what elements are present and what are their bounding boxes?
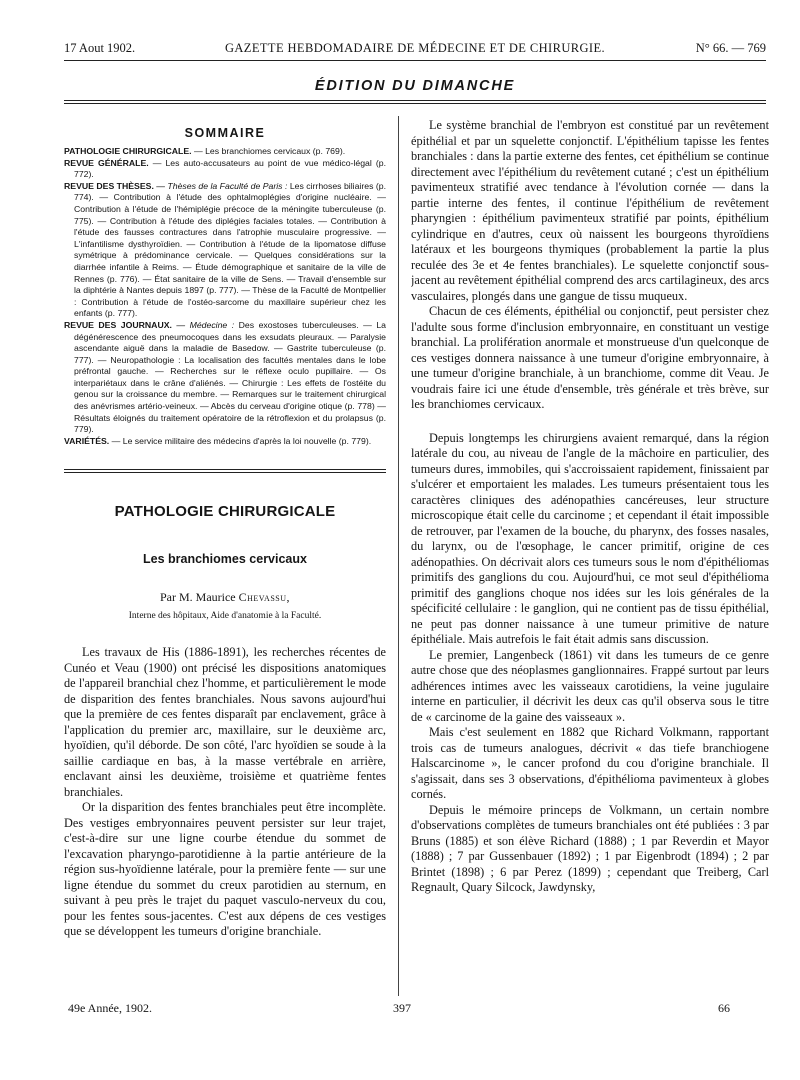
sommaire-entry-subheading: — Médecine :: [171, 319, 235, 330]
sommaire-entry: [64, 320, 386, 436]
sommaire-entry-label: REVUE DES JOURNAUX.: [64, 319, 172, 330]
edition-title: ÉDITION DU DIMANCHE: [314, 78, 516, 94]
sommaire-entry-text: Les cirrhoses biliaires (p. 774). — Contribution à l'étude des ophtalmoplégies d'origine nucléaire. — Contribution à l'étude de l'hémiplégie précoce de la méningite tuberculeuse (p. 775). — Contribution à l'étude des diplégies faciales totales. — Contribution à l'étude des fausses contractures dans l'atrophie musculaire progressive. — L'infantilisme dysthyroïdien. — Contribution à l'étude de la lipomatose diffuse symétrique à prédominance cervicale. — Quelques considérations sur la diarrhée infantile à Reims. — Étude démographique et sanitaire de la ville de Rennes (p. 776). — État sanitaire de la ville de Sens. — Travail d'ensemble sur la diphtérie à Nantes depuis 1897 (p. 777). — Thèse de la Faculté de Montpellier : Contribution à l'étude de l'ostéo-sarcome du maxillaire supérieur chez les enfants (p. 777).: [74, 180, 386, 319]
sommaire-entry-text: — Les auto-accusateurs au point de vue médico-légal (p. 772).: [74, 157, 386, 180]
sommaire-entry-label: REVUE GÉNÉRALE.: [64, 157, 149, 168]
body-paragraph: Depuis longtemps les chirurgiens avaient remarqué, dans la région latérale du cou, au niveau de l'angle de la mâchoire en particulier, des tumeurs dures, immobiles, qui s'accroissaient rapidement, finissaient par s'ulcérer et emportaient les malades. Les tumeurs présentaient tous les caractères cliniques des adénopathies cancéreuses, leur structure microscopique était celle du carcinome ; et cependant il était impossible de retrouver, par l'examen de la bouche, du pharynx, des fosses nasales, du larynx, ou de l'œsophage, le cancer primitif, origine de ces adénopathies. On décrivait alors ces tumeurs sous le nom d'épithéliomas primitifs des ganglions du cou. Aujourd'hui, ce mot seul d'épithélioma primitif des ganglions choque nos idées sur les lois générales de la spécificité cellulaire : le ganglion, qui ne contient pas de tissu épithélial, ne peut pas donner naissance à une tumeur primitive de nature épithéliale. Mais autrefois le fait était admis sans discussion.: [411, 430, 769, 646]
body-paragraph: Le système branchial de l'embryon est constitué par un revêtement épithélial et par un squelette conjonctif. L'épithélium tapisse les fentes branchiales : dans la partie externe des fentes, cet épithélium se continue directement avec l'épithélium du revêtement cutané ; c'est un épithélium pavimenteux stratifié avec tendance à l'évolution cornée — dans la partie interne des fentes, il continue l'épithélium de revêtement pharyngien : épithélium pavimenteux stratifié par points, épithélium cylindrique en d'autres, ceux où naissent les bourgeons thyroïdiens latéraux et les bourgeons thymiques (probablement la partie la plus reculée des 3e et 4e fentes branchiales). Le squelette conjonctif sous-jacent au revêtement épithélial comprend des arcs cartilagineux, des arcs vasculaires, plongés dans une gangue de tissu muqueux.: [411, 118, 769, 303]
volume-year: 49e Année, 1902.: [68, 1001, 152, 1015]
journal-title: GAZETTE HEBDOMADAIRE DE MÉDECINE ET DE CHIRURGIE.: [224, 41, 606, 55]
body-paragraph: Mais c'est seulement en 1882 que Richard Volkmann, rapportant trois cas de tumeurs analogues, décrivit « das tiefe branchiogene Halscarcinome », le cancer profond du cou d'origine branchiale. Il s'agissait, dans ses 3 observations, d'épithélioma pavimenteux à globes cornés.: [411, 725, 769, 801]
sommaire-entry-text: — Les branchiomes cervicaux (p. 769).: [191, 146, 346, 156]
issue-date: 17 Aout 1902.: [64, 41, 136, 55]
sommaire-entry-label: REVUE DES THÈSES.: [64, 180, 154, 191]
page-number: 397: [393, 1001, 411, 1015]
header-rule: [64, 60, 766, 61]
section-title: PATHOLOGIE CHIRURGICALE: [114, 503, 336, 521]
section-separator-rule: [64, 469, 386, 470]
sommaire-entry-text: Des exostoses tuberculeuses. — La dégénérescence des pneumocoques dans les exsudats pleuraux. — Paralysie ascendante aiguë dans la maladie de Basedow. — Gastrite tuberculeuse (p. 777). — Neuropathologie : La localisation des facultés mentales dans le lobe préfrontal gauche. — Recherches sur le réflexe oculo pupillaire. — Os interpariétaux dans le crâne d'aliénés. — Chirurgie : Les effets de l'ostéite du genou sur la croissance du membre. — Remarques sur le traitement chirurgical des anévrismes artério-veineux. — Abcès du cerveau d'origine otique (p. 778) — Résultats éloignés du traitement opératoire de la rétroflexion et du prolapsus (p. 779).: [74, 319, 386, 435]
right-column: [411, 118, 769, 1002]
sommaire-entry-subheading: — Thèses de la Faculté de Paris :: [153, 180, 288, 191]
body-paragraph: Chacun de ces éléments, épithélial ou conjonctif, peut persister chez l'adulte sous forme d'inclusion embryonnaire, en constituant un vestige branchial. La prolifération anormale et monstrueuse d'un quelconque de ces vestiges donnera naissance à une tumeur d'origine embryonnaire, à une tumeur d'origine branchiale, à un branchiome, comme dit Veau. Je voudrais faire ici une étude d'ensemble, très générale et très brève, sur les branchiomes cervicaux.: [411, 304, 769, 411]
sommaire-entry-text: — Le service militaire des médecins d'après la loi nouvelle (p. 779).: [109, 435, 372, 446]
section-separator-rule: [64, 472, 386, 473]
sommaire-title: SOMMAIRE: [184, 126, 266, 140]
running-head: [64, 40, 766, 56]
sommaire-entry: [64, 158, 386, 181]
issue-number-page: N° 66. — 769: [695, 41, 766, 55]
body-paragraph: Les travaux de His (1886-1891), les recherches récentes de Cunéo et Veau (1900) ont précisé les dispositions anatomiques de l'appareil branchial chez l'homme, et particulièrement le mode de disparition des fentes branchiales. Nous savons aujourd'hui que la première de ces fentes disparaît par enclavement, grâce à l'application du premier arc, maxillaire, sur le deuxième arc, hyoïdien, qu'il déborde. De son côté, l'arc hyoïdien se soude à la saillie cardiaque en bas, à la masse vertébrale en arrière, enclavant ainsi les deuxième, troisième et quatrième fentes branchiales.: [64, 645, 386, 799]
body-paragraph: Or la disparition des fentes branchiales peut être incomplète. Des vestiges embryonnaires peuvent persister sur leur trajet, c'est-à-dire sur une ligne courbe étendue du sommet de l'excavation pharyngo-parotidienne à la partie antérieure de la région sus-hyoïdienne latérale, pour la première fente — sur une ligne étendue du sommet du creux parotidien au sternum, en suivant à peu près le trajet du paquet vasculo-nerveux du cou, pour les fentes sous-jacentes. C'est aux dépens de ces vestiges que se développent les tumeurs d'origine branchiale.: [64, 800, 386, 939]
byline-prefix: Par M. Maurice: [159, 590, 239, 605]
left-body: [64, 645, 386, 940]
sommaire-entry-label: PATHOLOGIE CHIRURGICALE.: [64, 146, 192, 156]
sommaire-entry-label: VARIÉTÉS.: [64, 435, 110, 446]
column-divider: [398, 116, 399, 996]
sommaire-entry: [64, 146, 386, 158]
sommaire-entry: [64, 181, 386, 320]
edition-rule-upper: [64, 100, 766, 101]
sommaire-entry: [64, 436, 386, 448]
edition-rule-lower: [64, 103, 766, 104]
author-name: Chevassu,: [238, 590, 291, 605]
body-paragraph: Depuis le mémoire princeps de Volkmann, un certain nombre d'observations complètes de tumeurs branchiales ont été publiées : 3 par Bruns (1885) et son élève Richard (1888) ; 1 par Reverdin et Mayor (1888) ; 7 par Gussenbauer (1892) ; 1 par Eigenbrodt (1894) ; 2 par Brintet (1898) ; 6 par Perez (1899) ; cependant que Treiberg, Carl Regnault, Quary Silcock, Jawdynsky,: [411, 802, 769, 894]
author-affiliation: Interne des hôpitaux, Aide d'anatomie à la Faculté.: [128, 611, 322, 622]
article-title: Les branchiomes cervicaux: [143, 552, 307, 567]
body-paragraph: Le premier, Langenbeck (1861) vit dans les tumeurs de ce genre autre chose que des néoplasmes ganglionnaires. Frappé surtout par leurs adhérences intimes avec les vaisseaux carotidiens, la veine jugulaire interne en particulier, il décrivit les deux cas qu'il observa sous le titre de « carcinome de la gaine des vaisseaux ».: [411, 647, 769, 724]
paragraph-gap: [411, 413, 769, 431]
left-column: [64, 118, 386, 998]
byline: [64, 590, 386, 605]
signature-mark: 66: [718, 1001, 730, 1015]
